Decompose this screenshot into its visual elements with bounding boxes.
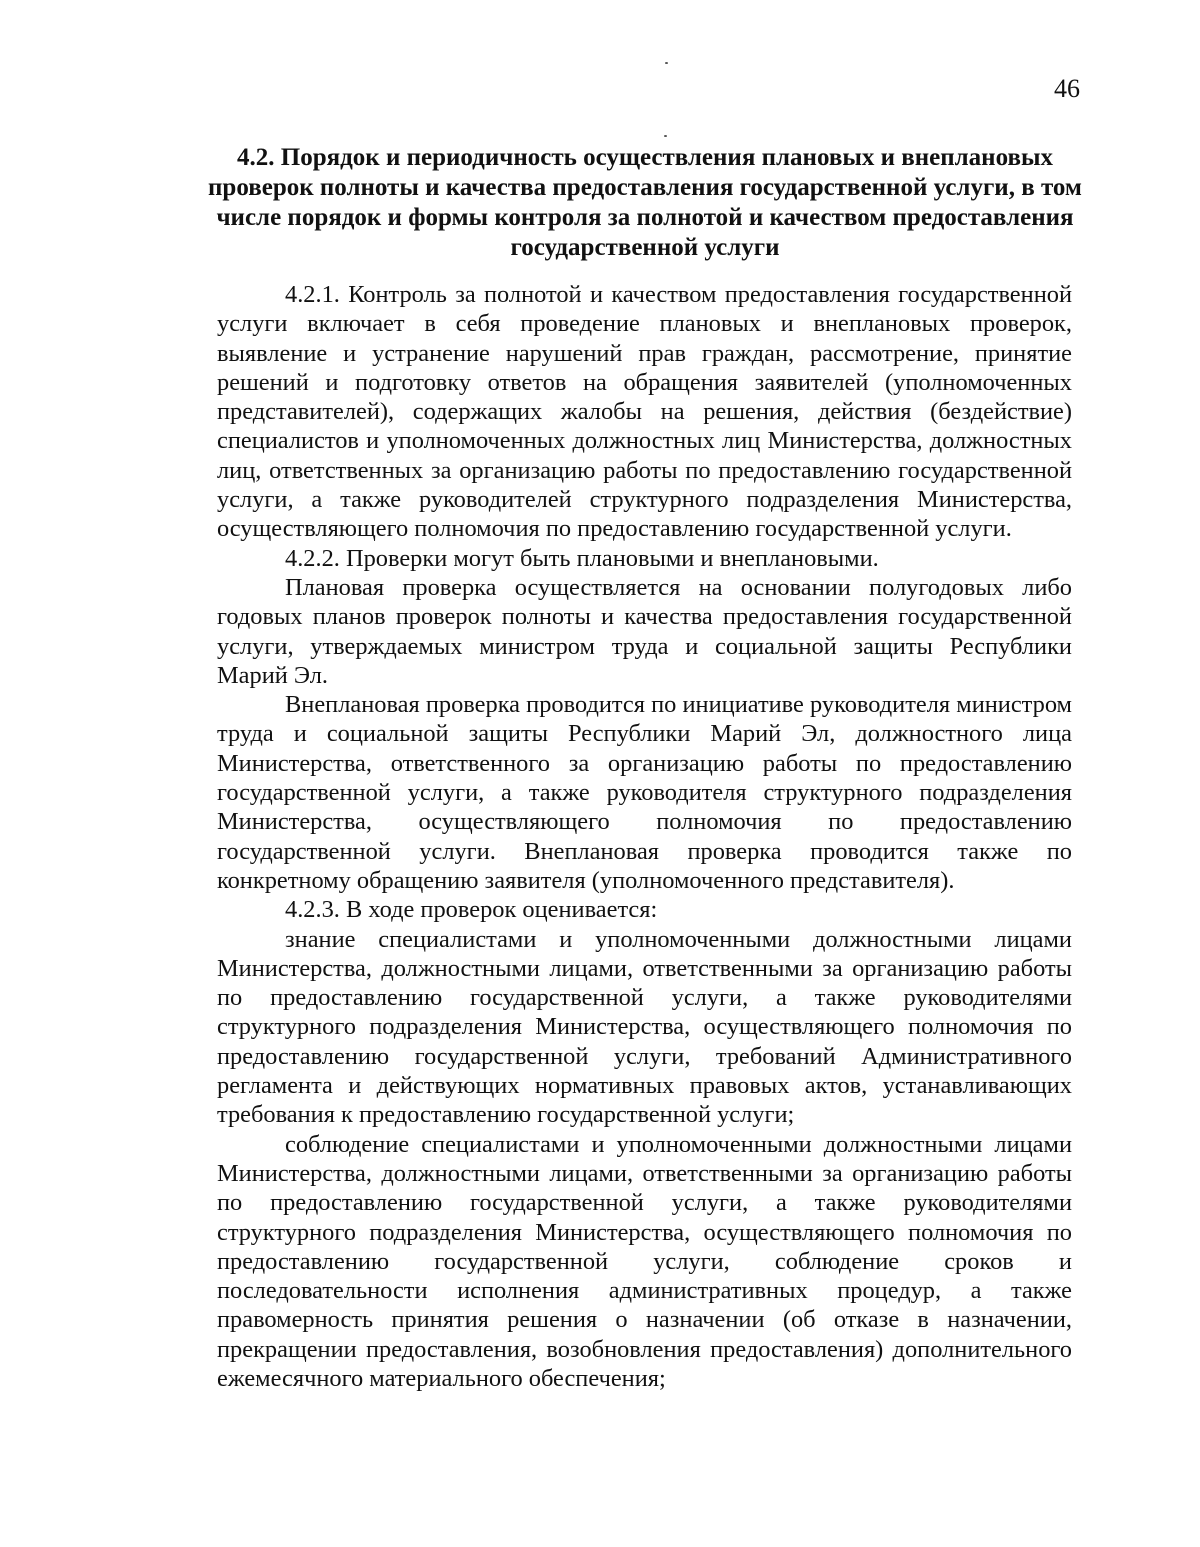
paragraph-4-2-1: 4.2.1. Контроль за полнотой и качеством предоставления государственной услуги включает в себя проведение плановых и внеплановых проверок, выявление и устранение нарушений прав граждан, рассмотрение, принятие решений и подготовку ответов на обращения заявителей (уполномоченных представителей), содержащих жалобы на решения, действия (бездействие) специалистов и уполномоченных должностных лиц Министерства, должностных лиц, ответственных за организацию работы по предоставлению государственной услуги, а также руководителей структурного подразделения Министерства, осуществляющего полномочия по предоставлению государственной услуги. — [217, 281, 1072, 543]
page-number: 46 — [1054, 74, 1080, 103]
paragraph-4-2-3: 4.2.3. В ходе проверок оценивается: — [285, 896, 658, 924]
paragraph-4-2-2: 4.2.2. Проверки могут быть плановыми и внеплановыми. — [285, 544, 879, 572]
paragraph-planned-check: Плановая проверка осуществляется на основании полугодовых либо годовых планов проверок полноты и качества предоставления государственной услуги, утверждаемых министром труда и социальной защиты Республики Марий Эл. — [217, 573, 1072, 689]
paragraph-unplanned-check: Внеплановая проверка проводится по инициативе руководителя министром труда и социальной защиты Республики Марий Эл, должностного лица Министерства, ответственного за организацию работы по предоставлению государственной услуги, а также руководителя структурного подразделения Министерства, осуществляющего полномочия по предоставлению государственной услуги. Внеплановая проверка проводится также по конкретному обращению заявителя (уполномоченного представителя). — [217, 691, 1072, 894]
scan-speck — [665, 62, 668, 64]
paragraph-compliance: соблюдение специалистами и уполномоченными должностными лицами Министерства, должностными лицами, ответственными за организацию работы по предоставлению государственной услуги, а также руководителями структурного подразделения Министерства, осуществляющего полномочия по предоставлению государственной услуги, соблюдение сроков и последовательности исполнения административных процедур, а также правомерность принятия решения о назначении (об отказе в назначении, прекращении предоставления, возобновления предоставления) дополнительного ежемесячного материального обеспечения; — [217, 1130, 1072, 1392]
scan-speck — [664, 135, 667, 137]
section-heading: 4.2. Порядок и периодичность осуществления плановых и внеплановых проверок полноты и качества предоставления государственной услуги, в том числе порядок и формы контроля за полнотой и качеством предоставления государственной услуги — [208, 144, 1082, 261]
paragraph-knowledge: знание специалистами и уполномоченными должностными лицами Министерства, должностными лицами, ответственными за организацию работы по предоставлению государственной услуги, а также руководителями структурного подразделения Министерства, осуществляющего полномочия по предоставлению государственной услуги, требований Административного регламента и действующих нормативных правовых актов, устанавливающих требования к предоставлению государственной услуги; — [217, 925, 1072, 1129]
section-body — [217, 280, 1072, 1393]
